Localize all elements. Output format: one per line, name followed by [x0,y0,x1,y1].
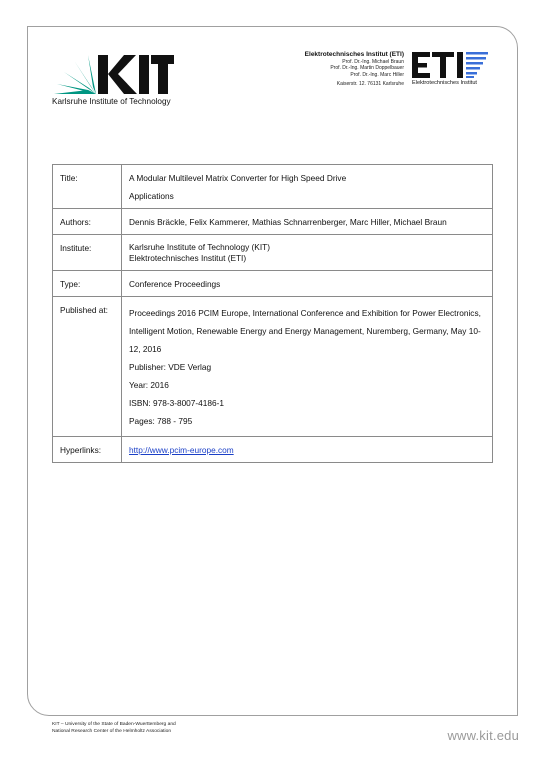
table-row [53,165,493,209]
publisher: Publisher: VDE Verlag [129,362,212,372]
institute-name: Elektrotechnisches Institut (ETI) [304,51,404,58]
hyperlinks-label: Hyperlinks: [53,437,122,463]
eti-logo-graphic [412,50,492,80]
table-row [53,297,493,437]
kit-logo-graphic [52,50,174,96]
footer-url: www.kit.edu [447,728,519,743]
institute-line: Elektrotechnisches Institut (ETI) [129,253,247,263]
institute-block [305,50,404,87]
footer-line: National Research Center of the Helmholtz Association [52,728,172,734]
hyperlinks-value [122,437,493,463]
footer-line: KIT – University of the State of Baden-Wuerttemberg and [52,722,176,727]
pages: Pages: 788 - 795 [129,416,193,426]
eti-caption: Elektrotechnisches Institut [412,80,477,86]
title-line: A Modular Multilevel Matrix Converter for High Speed Drive [129,173,347,183]
type-value: Conference Proceedings [122,271,493,297]
institute-address: Kaiserstr. 12. 76131 Karlsruhe [336,80,404,87]
type-label: Type: [53,271,122,297]
title-label: Title: [53,165,122,209]
table-row [53,437,493,463]
eti-logo-text: ETI [412,50,414,51]
isbn: ISBN: 978-3-8007-4186-1 [129,398,225,408]
table-row [53,235,493,271]
kit-logo [52,50,174,110]
published-text: Proceedings 2016 PCIM Europe, International Conference and Exhibition for Power Electronics, Intelligent Motion, Renewable Energy and Energy Management, Nuremberg, Germany, May 10-12, 2016 [129,308,481,354]
professor-line: Prof. Dr.-Ing. Michael Braun [342,59,404,65]
institute-line: Karlsruhe Institute of Technology (KIT) [129,242,270,252]
authors-value: Dennis Bräckle, Felix Kammerer, Mathias Schnarrenberger, Marc Hiller, Michael Braun [122,209,493,235]
kit-logo-text: KIT [52,50,54,51]
eti-logo [412,50,492,90]
metadata-table [52,164,493,463]
published-value [122,297,493,437]
hyperlink[interactable]: http://www.pcim-europe.com [129,445,234,455]
professor-line: Prof. Dr.-Ing. Martin Doppelbauer [330,65,404,72]
year: Year: 2016 [129,380,169,390]
authors-label: Authors: [53,209,122,235]
title-value [122,165,493,209]
published-label: Published at: [53,297,122,437]
institute-label: Institute: [53,235,122,271]
footer-text [52,722,176,735]
table-row [53,271,493,297]
institute-value [122,235,493,271]
title-line: Applications [129,191,174,201]
professor-line: Prof. Dr.-Ing. Marc Hiller [350,71,404,78]
kit-tagline: Karlsruhe Institute of Technology [52,97,171,106]
table-row [53,209,493,235]
